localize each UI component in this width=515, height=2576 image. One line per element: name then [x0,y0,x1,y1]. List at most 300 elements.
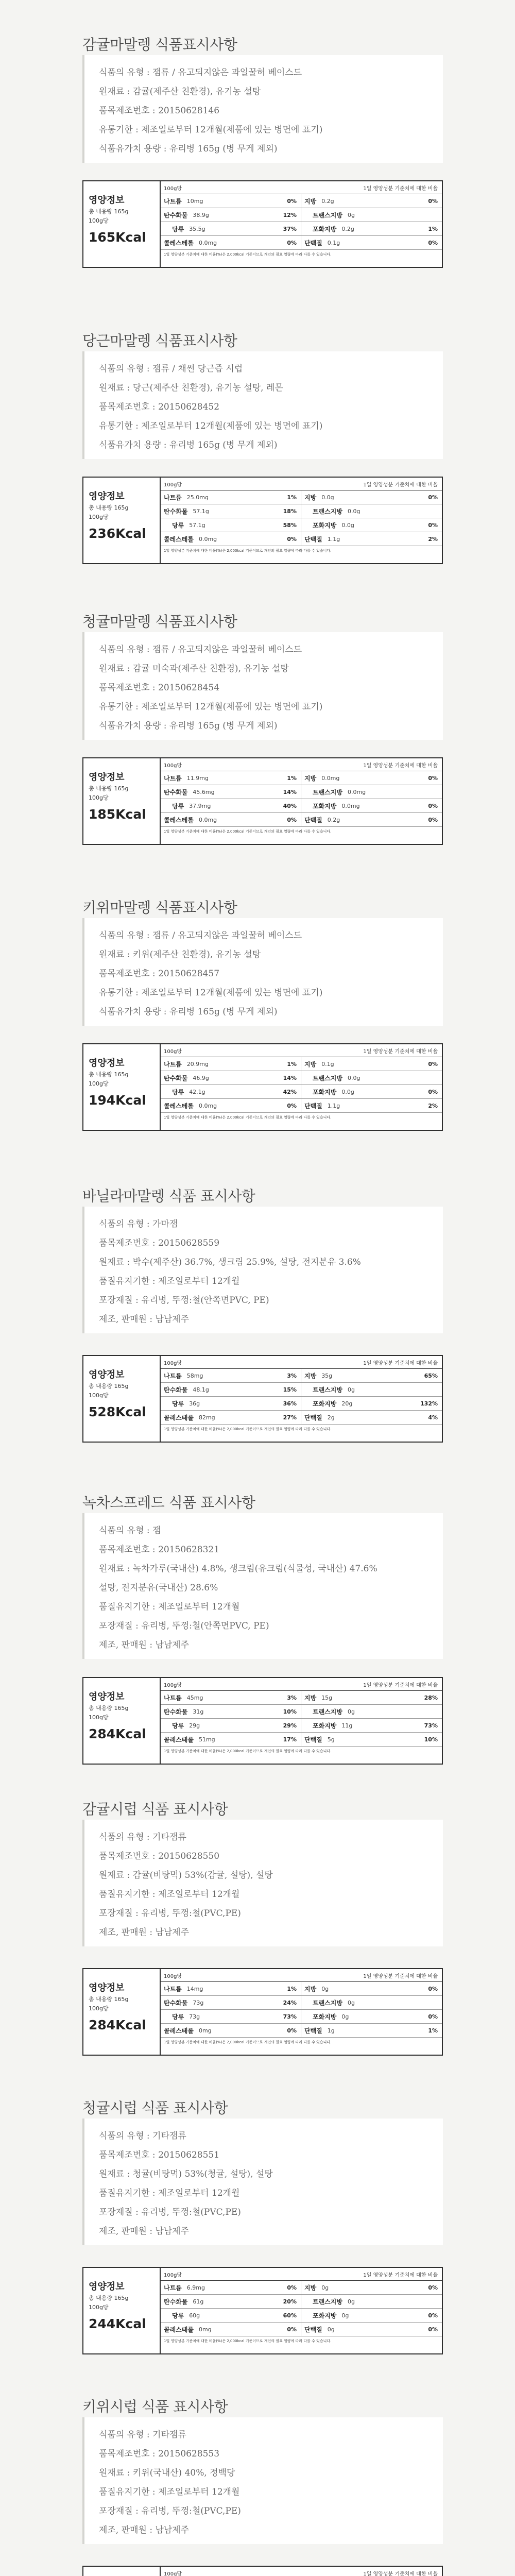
nutrition-cell [301,2281,442,2294]
per-amount: 100g당 [164,1973,182,1979]
nutrition-cell [301,1996,442,2009]
serving-size: 총 내용량 165g [89,1996,129,2003]
nutrient-name: 탄수화물 [164,1708,188,1716]
nutrient-name: 지방 [304,2284,317,2292]
nutrient-name: 포화지방 [313,225,337,233]
nutrient-name: 나트륨 [164,494,182,501]
nutrient-amount: 0.0mg [198,535,217,543]
serving-size: 100g당 [89,1080,109,1087]
nutrient-name: 나트륨 [164,1694,182,1702]
section-title: 감귤시럽 식품 표시사항 [82,1801,228,1818]
nutrient-name: 콜레스테롤 [164,816,194,824]
info-box [82,351,443,459]
nutrient-amount: 2g [327,1414,335,1421]
section-title: 감귤마말렝 식품표시사항 [82,36,237,53]
nutrition-table [82,477,443,564]
nutrient-name: 단백질 [304,1736,322,1743]
nutrition-cell [161,1383,301,1396]
nutrient-percent: 24% [283,1999,297,2006]
nutrient-percent: 40% [283,802,297,809]
nutrient-percent: 0% [287,816,297,823]
nutrition-cell [161,1982,301,1995]
per-amount: 100g당 [164,1048,182,1055]
nutrient-percent: 0% [428,1088,438,1095]
nutrient-amount: 0g [321,1985,329,1992]
nutrition-cell [161,1085,301,1098]
calories-value: 284Kcal [89,1726,146,1741]
nutrient-percent: 10% [283,1708,297,1715]
nutrient-amount: 51mg [198,1736,215,1743]
nutrition-cell [161,2295,301,2308]
section-title: 청귤시럽 식품 표시사항 [82,2099,228,2116]
info-line: 원재료 : 키위(제주산 친환경), 유기농 설탕 [99,950,261,960]
nutrition-cell [301,1691,442,1704]
nutrient-percent: 0% [287,535,297,543]
nutrition-cell [301,532,442,546]
nutrient-name: 콜레스테롤 [164,2326,194,2333]
nutrition-cell [301,1085,442,1098]
nutrient-name: 단백질 [304,2326,322,2333]
info-line: 식품의 유형 : 잼류 / 유고되지않은 과일꿀허 베이스드 [99,930,302,941]
nutrition-header [161,1969,442,1982]
nutrient-name: 당류 [172,521,184,529]
info-line: 포장재질 : 유리병, 뚜껑:철(안쪽면PVC, PE) [99,1295,269,1306]
nutrition-cell [301,2323,442,2336]
serving-size: 100g당 [89,2304,109,2311]
nutrition-grid [161,1356,442,1442]
nutrient-name: 지방 [304,197,317,205]
nutrition-cell [301,1411,442,1424]
nutrient-amount: 0.0mg [198,239,217,246]
nutrient-amount: 61g [193,2298,204,2305]
nutrition-cell [161,490,301,504]
calories-value: 244Kcal [89,2316,146,2331]
nutrient-name: 단백질 [304,535,322,543]
nutrition-footnote: 1일 영양성분 기준치에 대한 비율(%)은 2,000kcal 기준이므로 개인의 필요 열량에 따라 다를 수 있습니다. [164,1749,332,1753]
nutrient-amount: 0.0mg [341,802,360,809]
info-box [82,632,443,740]
info-line: 식품의 유형 : 잼 [99,1526,161,1536]
nutrition-footnote: 1일 영양성분 기준치에 대한 비율(%)은 2,000kcal 기준이므로 개인의 필요 열량에 따라 다를 수 있습니다. [164,549,332,553]
info-line: 원재료 : 감귤(비탕먹) 53%(감귤, 설탕), 설탕 [99,1870,273,1880]
nutrient-percent: 73% [424,1722,438,1729]
nutrition-grid [161,478,442,563]
nutrition-header [161,2567,442,2576]
per-amount: 100g당 [164,2272,182,2278]
section-title: 당근마말렝 식품표시사항 [82,332,237,349]
nutrition-row [161,1719,442,1733]
nutrition-cell [161,1733,301,1746]
nutrition-cell [161,771,301,785]
nutrient-percent: 2% [428,535,438,543]
nutrition-cell [301,1733,442,1746]
nutrient-percent: 0% [428,802,438,809]
nutrient-name: 지방 [304,1060,317,1068]
nutrient-amount: 29g [189,1722,200,1729]
nutrition-table [82,1677,443,1765]
nutrient-name: 트랜스지방 [313,1708,342,1716]
nutrient-percent: 0% [287,197,297,205]
section-title: 키위시럽 식품 표시사항 [82,2398,228,2415]
per-amount: 100g당 [164,482,182,488]
nutrition-cell [161,222,301,235]
nutrient-name: 탄수화물 [164,788,188,796]
nutrient-percent: 37% [283,225,297,232]
nutrient-percent: 0% [428,494,438,501]
nutrition-cell [301,1719,442,1732]
info-line: 포장재질 : 유리병, 뚜껑:철(PVC,PE) [99,2506,241,2516]
info-line: 포장재질 : 유리병, 뚜껑:철(PVC,PE) [99,2207,241,2217]
nutrition-table [82,2566,443,2576]
nutrient-amount: 0.0g [347,1074,360,1081]
info-line: 식품의 유형 : 기타잼류 [99,2131,186,2141]
nutrition-footnote: 1일 영양성분 기준치에 대한 비율(%)은 2,000kcal 기준이므로 개인의 필요 열량에 따라 다를 수 있습니다. [164,829,332,834]
nutrient-amount: 0.1g [327,239,340,246]
nutrient-percent: 12% [283,211,297,218]
serving-size: 100g당 [89,794,109,801]
nutrition-cell [161,2281,301,2294]
nutrition-cell [301,1982,442,1995]
nutrient-percent: 14% [283,1074,297,1081]
info-line: 품목제조번호 : 20150628553 [99,2449,220,2459]
nutrient-amount: 0.1g [321,1060,334,1067]
nutrition-row [161,771,442,785]
nutrition-summary [83,2268,161,2353]
nutrient-name: 당류 [172,1088,184,1096]
nutrition-header [161,758,442,771]
nutrient-percent: 3% [287,1372,297,1379]
nutrition-row [161,1369,442,1383]
nutrient-amount: 25.0mg [186,494,209,501]
info-line: 원재료 : 박수(제주산) 36.7%, 생크림 25.9%, 설탕, 전지분유 3.6% [99,1257,361,1267]
nutrition-grid [161,1044,442,1130]
nutrient-percent: 0% [428,197,438,205]
info-line: 포장재질 : 유리병, 뚜껑:철(PVC,PE) [99,1908,241,1919]
nutrient-percent: 0% [428,2284,438,2291]
nutrient-amount: 36g [189,1400,200,1407]
nutrition-cell [301,785,442,799]
info-line: 품목제조번호 : 20150628559 [99,1238,220,1248]
nutrition-row [161,236,442,250]
nutrition-footnote: 1일 영양성분 기준치에 대한 비율(%)은 2,000kcal 기준이므로 개인의 필요 열량에 따라 다를 수 있습니다. [164,2339,332,2343]
nutrient-percent: 14% [283,788,297,795]
info-line: 품목제조번호 : 20150628146 [99,106,220,116]
nutrition-cell [161,2323,301,2336]
nutrient-amount: 0g [321,2284,329,2291]
nutrient-amount: 11.9mg [186,774,209,782]
info-line: 원재료 : 청귤(비탕먹) 53%(청귤, 설탕), 설탕 [99,2169,273,2179]
info-box [82,1820,443,1946]
nutrient-amount: 0g [347,1386,355,1393]
nutrition-row [161,1383,442,1397]
nutrition-row [161,2309,442,2323]
info-line: 식품의 유형 : 기타잼류 [99,2430,186,2440]
nutrient-amount: 31g [193,1708,204,1715]
nutrient-name: 탄수화물 [164,211,188,219]
nutrition-cell [301,771,442,785]
nutrient-name: 콜레스테롤 [164,535,194,543]
per-amount: 100g당 [164,185,182,192]
nutrition-grid [161,2567,442,2576]
nutrient-name: 트랜스지방 [313,2298,342,2306]
nutrient-name: 포화지방 [313,1088,337,1096]
info-line: 품질유지기한 : 제조일로부터 12개월 [99,1276,240,1286]
nutrient-amount: 73g [189,2013,200,2020]
nutrient-amount: 0g [341,2312,349,2319]
info-line: 포장재질 : 유리병, 뚜껑:철(안쪽면PVC, PE) [99,1621,269,1631]
nutrition-row [161,1071,442,1085]
nutrient-percent: 0% [287,2326,297,2333]
nutrient-name: 당류 [172,2312,184,2319]
nutrient-percent: 42% [283,1088,297,1095]
nutrient-name: 포화지방 [313,1400,337,1408]
nutrition-table [82,1043,443,1131]
nutrient-percent: 0% [428,521,438,529]
nutrient-name: 단백질 [304,816,322,824]
nutrition-row [161,2323,442,2336]
nutrition-cell [301,2024,442,2037]
nutrition-summary [83,1356,161,1442]
nutrient-amount: 0.2g [327,816,340,823]
nutrition-cell [161,1691,301,1704]
nutrient-amount: 73g [193,1999,204,2006]
nutrition-cell [161,1099,301,1112]
nutrition-summary [83,2567,161,2576]
info-box [82,55,443,163]
nutrient-percent: 15% [283,1386,297,1393]
info-box [82,918,443,1026]
nutrition-heading: 영양정보 [89,1982,125,1993]
nutrition-heading: 영양정보 [89,1369,125,1380]
nutrition-cell [161,1057,301,1071]
nutrition-row [161,1057,442,1071]
nutrient-percent: 18% [283,507,297,515]
nutrient-amount: 57.1g [189,521,205,529]
nutrition-summary [83,1969,161,2055]
nutrition-cell [161,1719,301,1732]
nutrition-row [161,1705,442,1719]
daily-value-note: 1일 영양성분 기준치에 대한 비율 [363,1973,438,1979]
per-amount: 100g당 [164,1360,182,1366]
nutrient-name: 단백질 [304,2027,322,2035]
nutrition-row [161,2010,442,2024]
nutrient-percent: 4% [428,1414,438,1421]
nutrient-amount: 35g [321,1372,333,1379]
nutrient-name: 탄수화물 [164,2298,188,2306]
nutrient-percent: 36% [283,1400,297,1407]
info-line: 유통기한 : 제조일로부터 12개월(제품에 있는 병면에 표기) [99,702,323,712]
nutrition-cell [161,785,301,799]
nutrition-row [161,1996,442,2010]
nutrient-percent: 1% [428,225,438,232]
nutrient-amount: 11g [341,1722,353,1729]
nutrition-cell [301,1071,442,1084]
nutrient-percent: 60% [283,2312,297,2319]
nutrient-name: 트랜스지방 [313,1999,342,2007]
nutrition-cell [301,1383,442,1396]
calories-value: 165Kcal [89,230,146,245]
info-line: 식품의 유형 : 잼류 / 유고되지않은 과일꿀허 베이스드 [99,67,302,78]
nutrition-row [161,1733,442,1747]
nutrition-row [161,1085,442,1099]
info-line: 식품유가치 용량 : 유리병 165g (병 무게 제외) [99,440,278,450]
nutrition-row [161,1397,442,1411]
nutrient-name: 콜레스테롤 [164,239,194,247]
serving-size: 총 내용량 165g [89,504,129,511]
nutrient-name: 단백질 [304,1102,322,1110]
info-line: 유통기한 : 제조일로부터 12개월(제품에 있는 병면에 표기) [99,125,323,135]
info-line: 품목제조번호 : 20150628457 [99,969,220,979]
nutrient-percent: 73% [283,2013,297,2020]
nutrient-amount: 42.1g [189,1088,205,1095]
nutrient-percent: 17% [283,1736,297,1743]
nutrition-summary [83,1678,161,1764]
nutrient-amount: 48.1g [193,1386,209,1393]
nutrition-header [161,1356,442,1369]
nutrition-cell [161,194,301,208]
nutrient-amount: 46.9g [193,1074,209,1081]
info-line: 품목제조번호 : 20150628454 [99,683,220,693]
nutrient-amount: 0.2g [321,197,334,205]
nutrient-amount: 0g [327,2326,335,2333]
nutrition-cell [301,2295,442,2308]
per-amount: 100g당 [164,1682,182,1688]
nutrient-amount: 0g [347,2298,355,2305]
nutrient-percent: 0% [428,2326,438,2333]
nutrition-row [161,222,442,236]
info-line: 유통기한 : 제조일로부터 12개월(제품에 있는 병면에 표기) [99,421,323,431]
nutrient-percent: 27% [283,1414,297,1421]
nutrition-grid [161,181,442,267]
nutrition-row [161,2024,442,2038]
nutrient-amount: 0.0mg [321,774,340,782]
nutrient-amount: 20g [341,1400,353,1407]
info-box [82,2119,443,2245]
nutrition-heading: 영양정보 [89,1058,125,1069]
nutrition-footnote: 1일 영양성분 기준치에 대한 비율(%)은 2,000kcal 기준이므로 개인의 필요 열량에 따라 다를 수 있습니다. [164,2040,332,2044]
nutrition-cell [161,1369,301,1382]
nutrition-cell [161,532,301,546]
serving-size: 100g당 [89,2005,109,2012]
nutrient-amount: 35.5g [189,225,205,232]
nutrient-name: 트랜스지방 [313,1386,342,1394]
nutrition-header [161,1678,442,1691]
info-line: 품질유지기한 : 제조일로부터 12개월 [99,1602,240,1612]
nutrition-cell [161,1705,301,1718]
nutrition-cell [161,208,301,222]
info-line: 품질유지기한 : 제조일로부터 12개월 [99,1889,240,1900]
per-amount: 100g당 [164,762,182,769]
nutrition-cell [301,1099,442,1112]
nutrition-cell [161,799,301,812]
nutrient-amount: 0.0g [321,494,334,501]
nutrient-name: 나트륨 [164,1372,182,1380]
nutrient-name: 탄수화물 [164,1999,188,2007]
nutrient-amount: 0mg [198,2027,212,2034]
nutrition-cell [301,208,442,222]
nutrient-amount: 38.9g [193,211,209,218]
nutrition-heading: 영양정보 [89,491,125,502]
nutrient-amount: 82mg [198,1414,215,1421]
nutrition-grid [161,758,442,844]
nutrition-cell [301,1397,442,1410]
nutrient-amount: 45.6mg [193,788,215,795]
serving-size: 총 내용량 165g [89,1383,129,1389]
nutrition-heading: 영양정보 [89,2281,125,2292]
serving-size: 100g당 [89,514,109,520]
nutrient-name: 트랜스지방 [313,1074,342,1082]
nutrient-name: 지방 [304,1985,317,1993]
serving-size: 총 내용량 165g [89,1071,129,1078]
nutrient-name: 당류 [172,1400,184,1408]
nutrient-percent: 1% [287,1060,297,1067]
nutrition-summary [83,1044,161,1130]
nutrient-amount: 0g [347,1999,355,2006]
nutrient-amount: 60g [189,2312,200,2319]
serving-size: 100g당 [89,217,109,224]
info-line: 제조, 판매원 : 남남제주 [99,1927,190,1938]
info-line: 제조, 판매원 : 남남제주 [99,2226,190,2236]
nutrient-name: 포화지방 [313,521,337,529]
nutrition-row [161,2281,442,2295]
nutrition-footnote: 1일 영양성분 기준치에 대한 비율(%)은 2,000kcal 기준이므로 개인의 필요 열량에 따라 다를 수 있습니다. [164,252,332,257]
nutrient-name: 지방 [304,1372,317,1380]
nutrient-percent: 1% [287,774,297,782]
nutrition-cell [301,1057,442,1071]
nutrition-grid [161,1678,442,1764]
nutrient-percent: 0% [428,2013,438,2020]
calories-value: 284Kcal [89,2018,146,2032]
nutrient-amount: 0.0g [341,1088,354,1095]
nutrition-row [161,208,442,222]
info-line: 식품의 유형 : 잼류 / 유고되지않은 과일꿀허 베이스드 [99,645,302,655]
nutrient-percent: 1% [428,2027,438,2034]
nutrient-name: 나트륨 [164,197,182,205]
nutrient-percent: 0% [428,816,438,823]
nutrition-cell [161,1071,301,1084]
info-line: 품목제조번호 : 20150628550 [99,1851,220,1861]
nutrient-name: 탄수화물 [164,1386,188,1394]
nutrition-table [82,2267,443,2354]
nutrient-percent: 0% [287,239,297,246]
info-line: 품목제조번호 : 20150628321 [99,1545,220,1555]
nutrient-amount: 0mg [198,2326,212,2333]
nutrient-name: 탄수화물 [164,507,188,515]
nutrient-amount: 10mg [186,197,203,205]
nutrient-percent: 0% [287,2027,297,2034]
nutrient-name: 지방 [304,774,317,782]
calories-value: 528Kcal [89,1404,146,1419]
calories-value: 194Kcal [89,1093,146,1108]
nutrient-amount: 1.1g [327,1102,340,1109]
nutrition-cell [301,799,442,812]
nutrition-cell [161,2309,301,2322]
nutrient-amount: 0g [341,2013,349,2020]
nutrient-amount: 37.9mg [189,802,211,809]
serving-size: 총 내용량 165g [89,785,129,792]
info-box [82,1207,443,1333]
nutrient-percent: 0% [428,774,438,782]
nutrition-header [161,478,442,490]
serving-size: 100g당 [89,1714,109,1721]
nutrient-name: 포화지방 [313,802,337,810]
info-line: 품목제조번호 : 20150628452 [99,402,220,412]
nutrient-name: 단백질 [304,239,322,247]
nutrition-cell [161,2024,301,2037]
nutrient-percent: 0% [287,2284,297,2291]
info-line: 원재료 : 감귤(제주산 친환경), 유기농 설탕 [99,87,261,97]
nutrition-cell [301,194,442,208]
